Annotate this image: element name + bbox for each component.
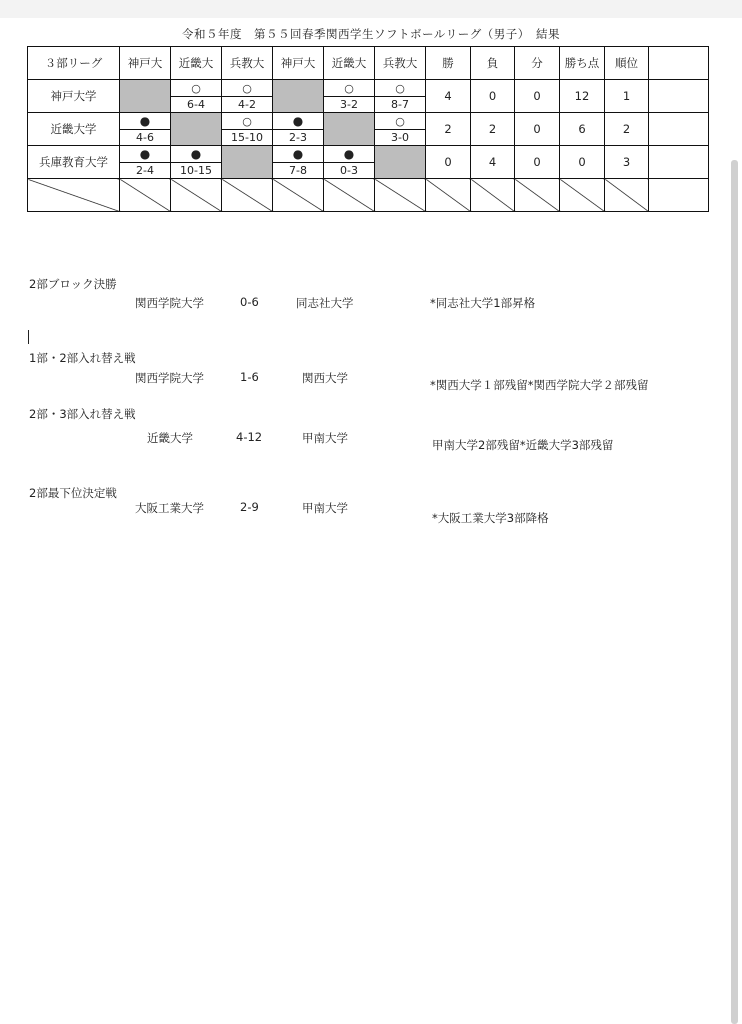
table-header-row [28,47,709,80]
empty-row [28,179,709,212]
rank-count: 1 [605,80,649,113]
loss-mark-icon: ● [292,147,304,161]
loss-mark-icon: ● [139,114,151,128]
match-score: 7-8 [289,164,307,177]
promo-23-note: 甲南大学2部残留*近畿大学3部残留 [432,438,614,452]
self-match-cell [324,113,375,146]
match-score: 4-6 [136,131,154,144]
column-header: 勝ち点 [560,47,605,80]
self-match-cell [171,113,222,146]
draw-count: 0 [515,113,560,146]
promo-23-team2: 甲南大学 [302,431,348,445]
match-result-cell [222,80,273,113]
match-result-cell [120,113,171,146]
column-header: 分 [515,47,560,80]
promo-12-note: *関西大学１部残留*関西学院大学２部残留 [430,378,649,392]
points-count: 6 [560,113,605,146]
league-results-table [27,46,709,212]
match-score: 4-2 [238,98,256,111]
draw-count: 0 [515,146,560,179]
match-score: 0-3 [340,164,358,177]
self-match-cell [375,146,426,179]
match-score: 3-0 [391,131,409,144]
win-mark-icon: ○ [191,82,201,95]
text-cursor [28,330,29,344]
points-count: 0 [560,146,605,179]
cell-divider [120,162,170,163]
promo-23-team1: 近畿大学 [147,431,193,445]
match-result-cell [273,113,324,146]
match-score: 15-10 [231,131,263,144]
bottom-team2: 甲南大学 [302,501,348,515]
column-header-blank [649,47,709,80]
team-name: 近畿大学 [28,113,120,146]
team-row [28,146,709,179]
match-result-cell [375,80,426,113]
column-header: 負 [471,47,515,80]
loss-mark-icon: ● [343,147,355,161]
match-result-cell [273,146,324,179]
loss-count: 0 [471,80,515,113]
column-header: 勝 [426,47,471,80]
cell-divider [375,96,425,97]
cell-divider [324,96,374,97]
browser-top-strip [0,0,742,18]
team-name: 神戸大学 [28,80,120,113]
column-header: 神戸大 [120,47,171,80]
match-score: 8-7 [391,98,409,111]
win-mark-icon: ○ [242,115,252,128]
promo-12-team1: 関西学院大学 [135,371,204,385]
page-title: 令和５年度 第５５回春季関西学生ソフトボールリーグ（男子） 結果 [181,27,561,41]
cell-divider [120,129,170,130]
team-name: 兵庫教育大学 [28,146,120,179]
empty-cell [560,179,605,212]
match-result-cell [171,80,222,113]
bottom-score: 2-9 [240,500,259,514]
promo-12-score: 1-6 [240,370,259,384]
empty-cell [171,179,222,212]
loss-count: 4 [471,146,515,179]
column-header: ３部リーグ [28,47,120,80]
cell-divider [222,96,272,97]
match-score: 2-4 [136,164,154,177]
empty-cell [471,179,515,212]
column-header: 兵教大 [222,47,273,80]
empty-cell [28,179,120,212]
block-final-team2: 同志社大学 [296,296,354,310]
cell-divider [324,162,374,163]
self-match-cell [120,80,171,113]
bottom-note: *大阪工業大学3部降格 [432,511,549,525]
empty-cell [375,179,426,212]
cell-divider [171,162,221,163]
block-final-team1: 関西学院大学 [135,296,204,310]
cell-divider [273,162,323,163]
blank-cell [649,146,709,179]
empty-cell [222,179,273,212]
match-result-cell [375,113,426,146]
promo-23-heading: 2部・3部入れ替え戦 [29,407,136,421]
loss-mark-icon: ● [292,114,304,128]
match-result-cell [120,146,171,179]
cell-divider [171,96,221,97]
empty-cell [120,179,171,212]
vertical-scrollbar[interactable] [731,160,738,1024]
rank-count: 3 [605,146,649,179]
team-row [28,80,709,113]
cell-divider [222,129,272,130]
win-mark-icon: ○ [344,82,354,95]
blank-cell [649,113,709,146]
rank-count: 2 [605,113,649,146]
win-mark-icon: ○ [395,82,405,95]
column-header: 順位 [605,47,649,80]
empty-cell [605,179,649,212]
points-count: 12 [560,80,605,113]
match-result-cell [222,113,273,146]
match-result-cell [171,146,222,179]
promo-12-heading: 1部・2部入れ替え戦 [29,351,136,365]
win-mark-icon: ○ [395,115,405,128]
match-result-cell [324,146,375,179]
column-header: 近畿大 [324,47,375,80]
promo-12-team2: 関西大学 [302,371,348,385]
match-result-cell [324,80,375,113]
cell-divider [375,129,425,130]
promo-23-score: 4-12 [236,430,263,444]
win-count: 2 [426,113,471,146]
block-final-score: 0-6 [240,295,259,309]
match-score: 6-4 [187,98,205,111]
self-match-cell [222,146,273,179]
self-match-cell [273,80,324,113]
win-count: 0 [426,146,471,179]
match-score: 10-15 [180,164,212,177]
loss-mark-icon: ● [190,147,202,161]
column-header: 近畿大 [171,47,222,80]
blank-cell [649,80,709,113]
block-final-heading: 2部ブロック決勝 [29,277,117,291]
cell-divider [273,129,323,130]
block-final-note: *同志社大学1部昇格 [430,296,536,310]
empty-cell [324,179,375,212]
column-header: 兵教大 [375,47,426,80]
loss-mark-icon: ● [139,147,151,161]
team-row [28,113,709,146]
loss-count: 2 [471,113,515,146]
match-score: 2-3 [289,131,307,144]
empty-cell [649,179,709,212]
column-header: 神戸大 [273,47,324,80]
bottom-heading: 2部最下位決定戦 [29,486,117,500]
empty-cell [515,179,560,212]
empty-cell [273,179,324,212]
empty-cell [426,179,471,212]
draw-count: 0 [515,80,560,113]
win-count: 4 [426,80,471,113]
win-mark-icon: ○ [242,82,252,95]
bottom-team1: 大阪工業大学 [135,501,204,515]
match-score: 3-2 [340,98,358,111]
